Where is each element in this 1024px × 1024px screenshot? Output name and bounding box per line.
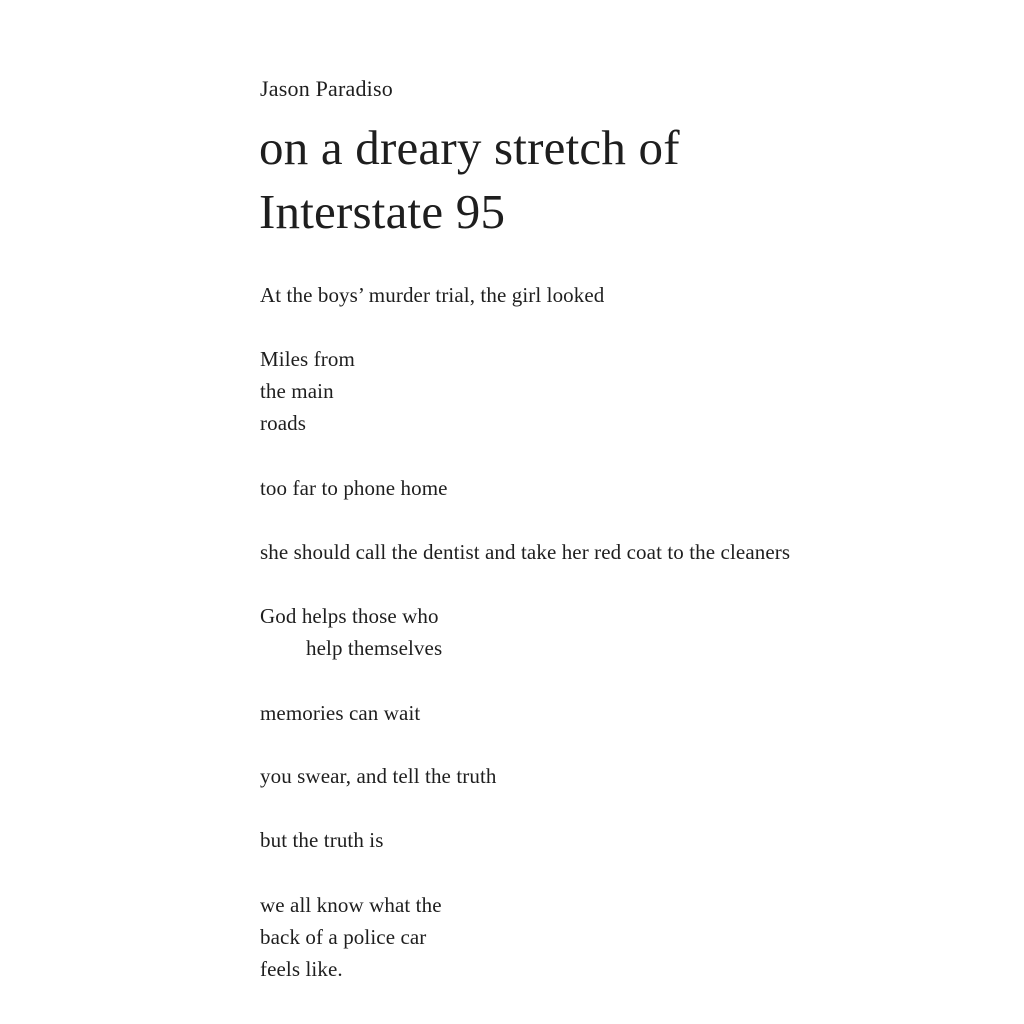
- poem-line: feels like.: [260, 957, 343, 981]
- poem-line: back of a police car: [260, 925, 427, 949]
- poem-line: you swear, and tell the truth: [260, 764, 497, 788]
- poem-line: she should call the dentist and take her red coat to the cleaners: [260, 540, 791, 564]
- poem-line: too far to phone home: [260, 476, 448, 500]
- poem-line: God helps those who: [260, 604, 439, 628]
- poem-title: [259, 116, 680, 244]
- poem-title-line: Interstate 95: [259, 184, 506, 239]
- poem-line: we all know what the: [260, 893, 442, 917]
- poem-line: the main: [260, 379, 334, 403]
- poem-line-indented: help themselves: [306, 636, 443, 660]
- poem-line: roads: [260, 411, 306, 435]
- poem-line: memories can wait: [260, 701, 421, 725]
- poem-line: At the boys’ murder trial, the girl looked: [260, 283, 605, 307]
- poem-title-line: on a dreary stretch of: [259, 120, 680, 175]
- poem-line: but the truth is: [260, 828, 384, 852]
- poem-line: Miles from: [260, 347, 355, 371]
- author-name: Jason Paradiso: [260, 76, 393, 101]
